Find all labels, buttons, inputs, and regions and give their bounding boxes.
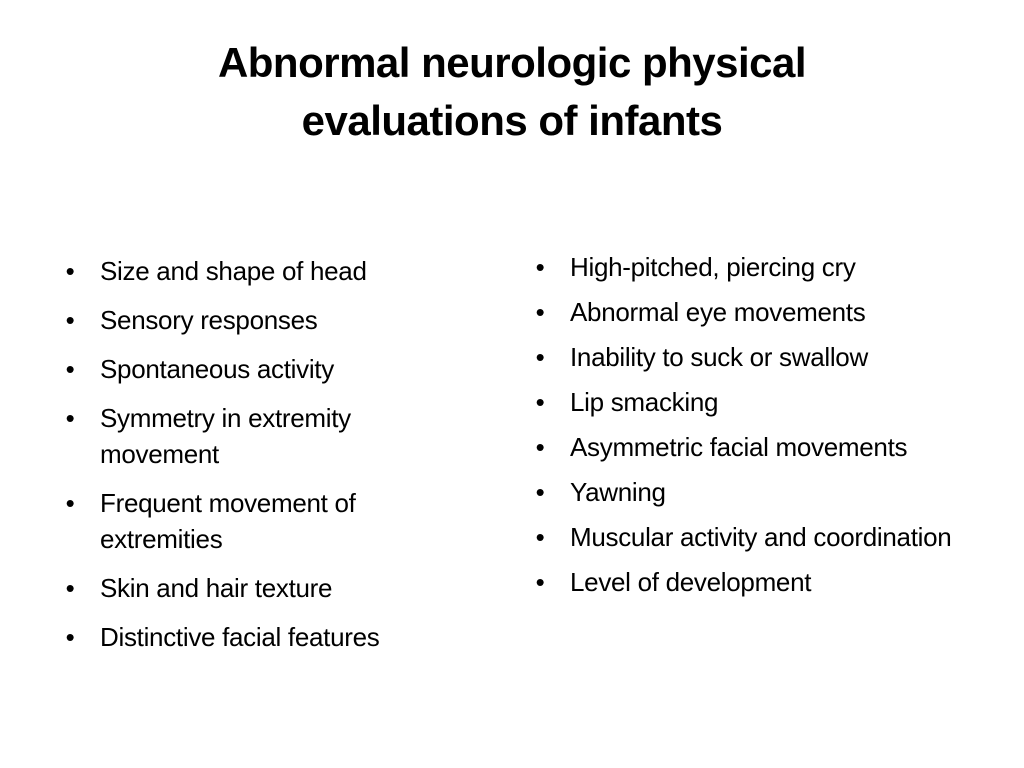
bullet-icon: • (65, 354, 75, 384)
list-item-text: Inability to suck or swallow (570, 342, 868, 372)
list-item (528, 294, 968, 330)
list-item-text: Abnormal eye movements (570, 297, 866, 327)
list-item-text: Symmetry in extremity movement (100, 403, 351, 469)
list-item (528, 384, 968, 420)
list-item-text: Asymmetric facial movements (570, 432, 908, 462)
list-item-text: Lip smacking (570, 387, 719, 417)
bullet-icon: • (535, 522, 545, 552)
list-item-text: Skin and hair texture (100, 573, 333, 603)
list-item (58, 253, 458, 289)
list-item (528, 429, 968, 465)
bullet-icon: • (65, 573, 75, 603)
right-bullet-list (528, 249, 968, 600)
bullet-icon: • (65, 403, 75, 433)
list-item (528, 519, 968, 555)
bullet-icon: • (65, 305, 75, 335)
left-bullet-list (58, 253, 458, 655)
right-bullet-column (528, 249, 968, 609)
slide-title-line-1: Abnormal neurologic physical (217, 39, 807, 86)
bullet-icon: • (65, 488, 75, 518)
bullet-icon: • (65, 256, 75, 286)
list-item (58, 400, 458, 472)
bullet-icon: • (535, 432, 545, 462)
list-item-text: Yawning (570, 477, 666, 507)
list-item-text: Sensory responses (100, 305, 318, 335)
list-item-text: Spontaneous activity (100, 354, 334, 384)
bullet-icon: • (535, 387, 545, 417)
slide-title (60, 34, 964, 150)
list-item (58, 485, 458, 557)
list-item (58, 302, 458, 338)
list-item (58, 619, 458, 655)
bullet-icon: • (65, 622, 75, 652)
left-bullet-column (58, 253, 458, 668)
bullet-icon: • (535, 567, 545, 597)
bullet-icon: • (535, 342, 545, 372)
list-item-text: Muscular activity and coordination (570, 522, 952, 552)
bullet-icon: • (535, 252, 545, 282)
list-item (528, 474, 968, 510)
list-item (528, 249, 968, 285)
list-item-text: Distinctive facial features (100, 622, 380, 652)
list-item-text: Level of development (570, 567, 812, 597)
bullet-icon: • (535, 477, 545, 507)
list-item (528, 564, 968, 600)
bullet-icon: • (535, 297, 545, 327)
list-item (58, 351, 458, 387)
slide-title-line-2: evaluations of infants (301, 97, 723, 144)
list-item (528, 339, 968, 375)
list-item-text: High-pitched, piercing cry (570, 252, 856, 282)
list-item-text: Frequent movement of extremities (100, 488, 356, 554)
list-item (58, 570, 458, 606)
list-item-text: Size and shape of head (100, 256, 367, 286)
